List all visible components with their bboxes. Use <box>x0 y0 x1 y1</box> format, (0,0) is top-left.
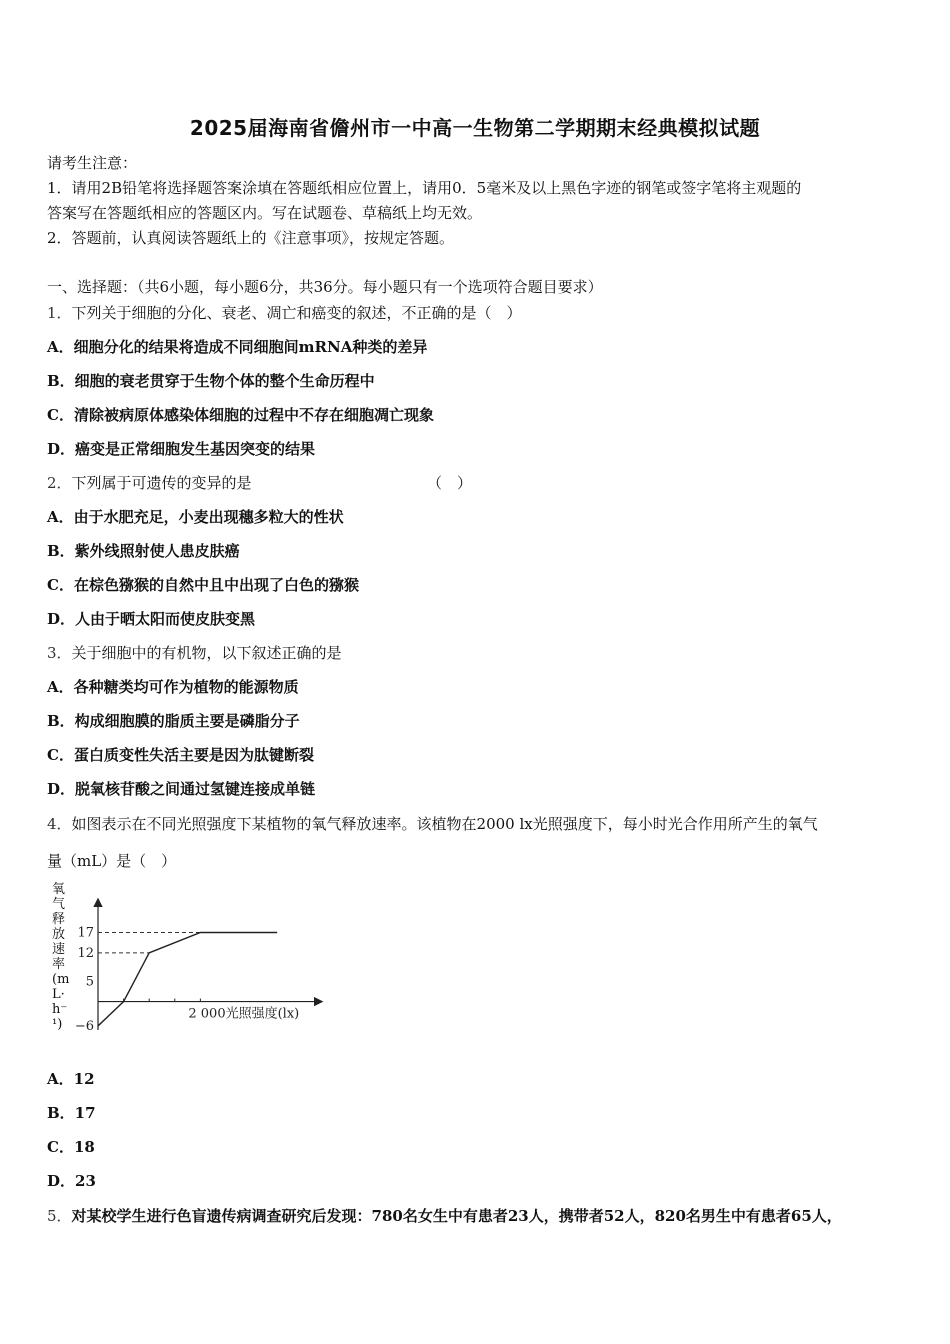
question-2-stem <box>47 472 252 493</box>
chart-y-tick-label-3: −6 <box>74 1018 94 1034</box>
chart-y-label: 氧气释放速率(mL·h⁻¹) <box>52 882 70 1032</box>
question-3-option-a[interactable]: A．各种糖类均可作为植物的能源物质 <box>47 678 299 696</box>
question-2-option-b[interactable]: B．紫外线照射使人患皮肤癌 <box>47 542 240 560</box>
question-2-option-a[interactable]: A．由于水肥充足，小麦出现穗多粒大的性状 <box>47 508 344 526</box>
section-header: 一、选择题：（共6小题，每小题6分，共36分。每小题只有一个选项符合题目要求） <box>47 278 603 296</box>
question-3-number: 3． <box>47 644 72 662</box>
question-3-stem <box>47 642 342 663</box>
chart-y-tick-label-1: 12 <box>77 945 94 961</box>
question-2-text: 下列属于可遗传的变异的是 <box>71 474 252 492</box>
question-5-text: 对某校学生进行色盲遗传病调查研究后发现：780名女生中有患者23人，携带者52人，820名男生中有患者65人， <box>71 1207 842 1225</box>
question-3-option-c[interactable]: C．蛋白质变性失活主要是因为肽键断裂 <box>47 746 314 764</box>
question-4-option-c[interactable]: C．18 <box>47 1138 95 1156</box>
notice-item-1-line-2: 答案写在答题纸相应的答题区内。写在试题卷、草稿纸上均无效。 <box>47 204 483 222</box>
question-4-number: 4． <box>47 815 72 833</box>
question-2-answer-bracket: （ ） <box>427 474 473 492</box>
question-2-option-c[interactable]: C．在棕色猕猴的自然中且中出现了白色的猕猴 <box>47 576 359 594</box>
question-2-number: 2． <box>47 474 72 492</box>
notice-item-2: 2．答题前，认真阅读答题纸上的《注意事项》，按规定答题。 <box>47 229 455 247</box>
question-1-number: 1． <box>47 304 72 322</box>
page-title: 2025届海南省儋州市一中高一生物第二学期期末经典模拟试题 <box>189 116 761 140</box>
question-4-stem-line-2: 量（mL）是（ ） <box>47 852 177 870</box>
oxygen-release-chart <box>50 880 330 1040</box>
question-5-number: 5． <box>47 1207 72 1225</box>
chart-y-tick-label-0: 17 <box>77 925 94 941</box>
question-1-text: 下列关于细胞的分化、衰老、凋亡和癌变的叙述，不正确的是（ ） <box>71 304 522 322</box>
chart-plot <box>50 880 330 1040</box>
question-4-stem-line-1 <box>47 813 818 834</box>
question-1-option-b[interactable]: B．细胞的衰老贯穿于生物个体的整个生命历程中 <box>47 372 375 390</box>
chart-y-tick-label-2: 5 <box>85 974 94 990</box>
question-3-option-b[interactable]: B．构成细胞膜的脂质主要是磷脂分子 <box>47 712 300 730</box>
question-3-option-d[interactable]: D．脱氧核苷酸之间通过氢键连接成单链 <box>47 780 316 798</box>
question-1-option-c[interactable]: C．清除被病原体感染体细胞的过程中不存在细胞凋亡现象 <box>47 406 434 424</box>
question-1-stem <box>47 302 522 323</box>
question-4-option-d[interactable]: D．23 <box>47 1172 96 1190</box>
notice-item-1-line-1: 1．请用2B铅笔将选择题答案涂填在答题纸相应位置上，请用0．5毫米及以上黑色字迹的钢笔或签字笔将主观题的 <box>47 179 802 197</box>
question-1-option-a[interactable]: A．细胞分化的结果将造成不同细胞间mRNA种类的差异 <box>47 338 428 356</box>
chart-x-label: 2 000光照强度(lx) <box>188 1006 300 1022</box>
question-4-text: 如图表示在不同光照强度下某植物的氧气释放速率。该植物在2000 lx光照强度下，每小时光合作用所产生的氧气 <box>71 815 818 833</box>
question-1-option-d[interactable]: D．癌变是正常细胞发生基因突变的结果 <box>47 440 316 458</box>
question-2-option-d[interactable]: D．人由于晒太阳而使皮肤变黑 <box>47 610 256 628</box>
question-4-option-a[interactable]: A．12 <box>47 1070 95 1088</box>
question-5-stem <box>47 1205 842 1226</box>
question-3-text: 关于细胞中的有机物，以下叙述正确的是 <box>71 644 342 662</box>
question-4-option-b[interactable]: B．17 <box>47 1104 96 1122</box>
notice-heading: 请考生注意： <box>47 154 138 172</box>
